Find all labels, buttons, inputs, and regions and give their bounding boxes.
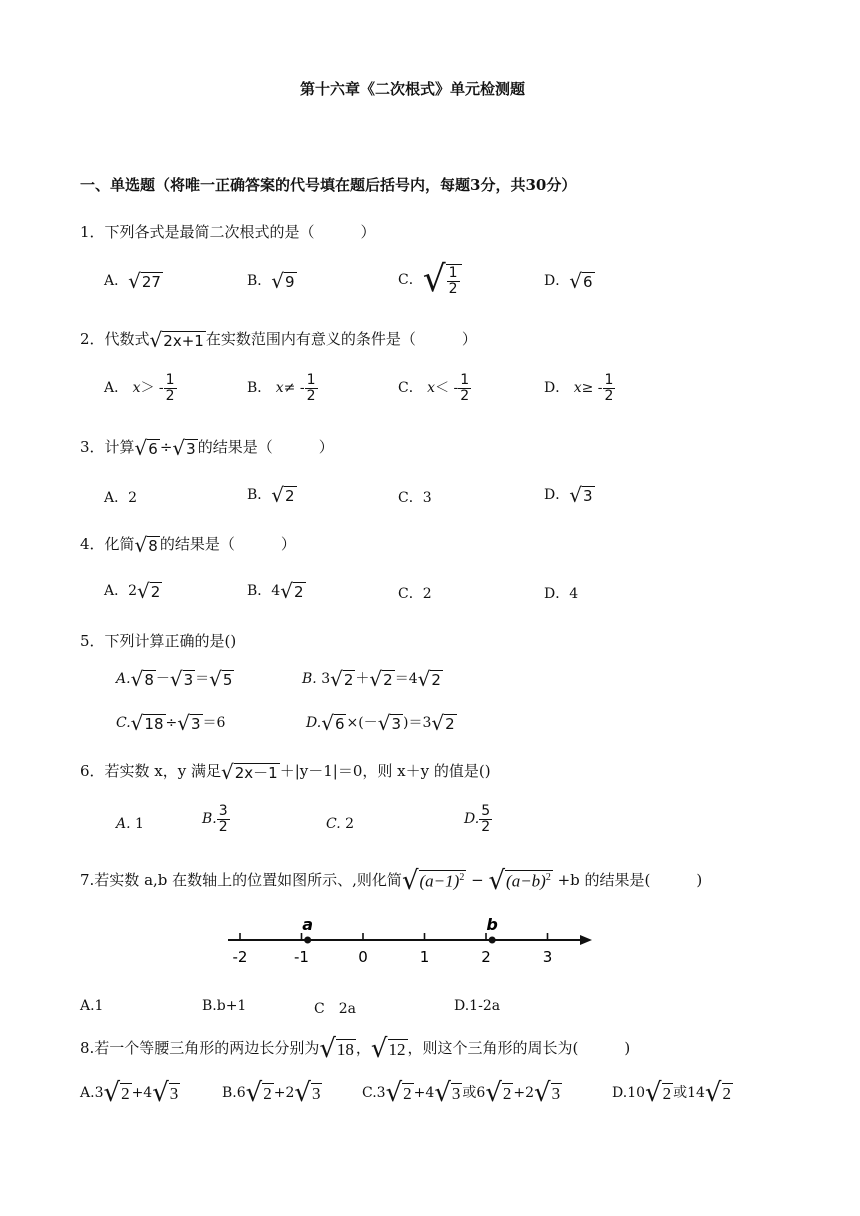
operator: ÷ — [159, 438, 173, 456]
radicand: 6 — [334, 714, 345, 733]
operator: ＋ — [355, 671, 370, 687]
coefficient: 10 — [627, 1085, 646, 1101]
option-label: B． — [247, 487, 272, 503]
radicand: 5 — [222, 670, 233, 689]
operator: +4 — [413, 1085, 435, 1101]
coefficient: 14 — [687, 1085, 705, 1101]
operator: +4 — [131, 1085, 153, 1101]
operator: +2 — [513, 1085, 535, 1101]
q4-option-c[interactable] — [398, 583, 432, 603]
fraction-numerator: 1 — [165, 372, 175, 388]
radicand: (a−1) — [419, 871, 460, 891]
option-label: B． — [247, 583, 272, 599]
option-label: A． — [104, 490, 129, 506]
q6-option-c[interactable] — [326, 816, 354, 832]
question-3: 3．计算√6 ÷√3 的结果是（ ） — [80, 436, 334, 460]
radicand: 6 — [148, 439, 158, 458]
q1-option-a[interactable]: A．√27 — [104, 269, 161, 293]
option-label: A． — [104, 583, 129, 599]
exponent: 2 — [459, 872, 465, 884]
separator: ， — [355, 1039, 371, 1057]
radicand: 6 — [582, 272, 593, 291]
radicand: 18 — [144, 714, 164, 733]
radicand: 2 — [293, 582, 304, 601]
radicand: 2x+1 — [163, 331, 204, 350]
section-heading: 一、单选题（将唯一正确答案的代号填在题后括号内，每题3分，共30分） — [80, 176, 577, 194]
question-1 — [80, 221, 376, 242]
radicand: 8 — [144, 670, 154, 689]
q1-option-b[interactable]: B．√9 — [247, 269, 295, 293]
radicand: 3 — [391, 714, 401, 733]
option-label: A. — [116, 671, 131, 687]
fraction-denominator: 2 — [448, 280, 458, 297]
radicand: 2 — [383, 670, 393, 689]
point-a-label: a — [302, 915, 314, 934]
radicand: 2 — [431, 670, 441, 689]
option-label: C. — [326, 816, 341, 832]
q2-option-b[interactable] — [247, 373, 318, 403]
q2-option-c[interactable] — [398, 373, 471, 403]
coefficient: 6 — [236, 1085, 246, 1101]
option-label: C. — [116, 715, 131, 731]
question-text: 8.若一个等腰三角形的两边长分别为 — [80, 1039, 320, 1057]
paren-close: ） — [318, 438, 334, 456]
radicand: 2 — [285, 486, 295, 505]
fraction-denominator: 2 — [165, 387, 175, 404]
option-value: 2 — [345, 816, 355, 832]
fraction-numerator: 1 — [306, 372, 316, 388]
radicand: 2 — [445, 714, 455, 733]
question-5: 5．下列计算正确的是() — [80, 632, 237, 650]
option-label: D． — [544, 487, 570, 503]
option-value: 1 — [135, 816, 144, 832]
operator: － — [155, 671, 170, 687]
radicand: 2 — [403, 1083, 412, 1103]
q5-option-d[interactable]: D.√6 ×(－√3 )＝3√2 — [306, 711, 455, 735]
radicand: 2 — [263, 1083, 272, 1103]
fraction-denominator: 2 — [306, 387, 316, 404]
relation: ≥ - — [581, 380, 603, 397]
radicand: 3 — [311, 1083, 321, 1103]
option-label: D. — [306, 715, 322, 731]
option-value: 2 — [128, 490, 138, 506]
coefficient: 6 — [476, 1085, 486, 1101]
relation: ≠ - — [283, 380, 305, 397]
q5-option-b[interactable]: B. 3√2 ＋√2 ＝4√2 — [302, 667, 441, 691]
q4-option-a[interactable]: A．2√2 — [104, 579, 161, 603]
option-label: D. — [464, 811, 480, 828]
radicand: 3 — [169, 1083, 179, 1103]
question-text: ＋|y－1|＝0，则 x＋y 的值是() — [279, 762, 491, 780]
paren-close: ) — [624, 1039, 631, 1057]
option-value: 2 — [422, 586, 432, 602]
tick-group — [233, 933, 553, 966]
radicand: 3 — [183, 670, 194, 689]
arrow-icon — [580, 935, 592, 945]
number-line — [220, 910, 600, 970]
operator: +2 — [273, 1085, 295, 1101]
operator: )＝3 — [402, 715, 432, 731]
q1-option-d[interactable]: D．√6 — [544, 269, 593, 293]
q2-option-d[interactable] — [544, 373, 615, 403]
point-a — [304, 937, 311, 944]
question-stem: 1．下列各式是最简二次根式的是（ — [80, 223, 315, 241]
coefficient: 3 — [94, 1085, 104, 1101]
option-label: A． — [104, 380, 129, 397]
option-label: C． — [398, 272, 423, 288]
q3-option-d[interactable]: D．√3 — [544, 483, 593, 507]
q8-option-d[interactable]: D.10√2 或14√2 — [612, 1078, 731, 1108]
q1-option-c[interactable]: C．√ $\frac{1}{2}$ — [398, 262, 462, 298]
radicand: 18 — [336, 1039, 354, 1059]
q8-option-b[interactable]: B.6√2 +2√3 — [222, 1078, 321, 1108]
option-label: B． — [247, 380, 272, 397]
question-2: 2．代数式√2x+1 在实数范围内有意义的条件是（ ） — [80, 328, 477, 352]
option-label: D. — [612, 1085, 628, 1101]
option-label: C. — [362, 1085, 377, 1101]
q7-option-b[interactable]: B.b+1 — [202, 998, 247, 1014]
question-text: 7.若实数 a,b 在数轴上的位置如图所示、,则化简 — [80, 871, 402, 889]
radicand: 3 — [551, 1083, 561, 1103]
question-4: 4．化简√8 的结果是（ ） — [80, 533, 296, 557]
tick-label: 0 — [358, 948, 368, 966]
page-title: 第十六章《二次根式》单元检测题 — [300, 80, 526, 98]
radicand: 2 — [722, 1083, 731, 1103]
question-text: 的结果是（ — [197, 438, 273, 456]
radicand: 2 — [343, 670, 354, 689]
tick-label: 1 — [419, 948, 430, 966]
question-text: 4．化简 — [80, 535, 135, 553]
fraction-denominator: 2 — [460, 387, 470, 404]
conjunction: 或 — [673, 1085, 688, 1101]
fraction-numerator: 3 — [218, 803, 228, 819]
paren-close: ） — [280, 535, 296, 553]
operator: − — [471, 871, 484, 889]
operator: ＝ — [195, 671, 210, 687]
question-text: ，则这个三角形的周长为( — [407, 1039, 579, 1057]
question-8: 8.若一个等腰三角形的两边长分别为√18 ，√12 ，则这个三角形的周长为( ) — [80, 1034, 631, 1064]
question-text: 在实数范围内有意义的条件是（ — [205, 330, 416, 348]
fraction-numerator: 1 — [448, 264, 458, 281]
q3-option-b[interactable]: B．√2 — [247, 483, 295, 507]
q4-option-d[interactable] — [544, 583, 578, 603]
option-value: 4 — [569, 586, 579, 602]
q3-option-a[interactable] — [104, 487, 137, 507]
q8-option-c[interactable]: C.3√2 +4√3 或6√2 +2√3 — [362, 1078, 561, 1108]
fraction-denominator: 2 — [218, 818, 228, 835]
q6-option-a[interactable] — [116, 816, 144, 832]
option-label: D． — [544, 586, 570, 602]
option-label: B. — [302, 671, 317, 687]
radicand: 2 — [121, 1083, 130, 1103]
option-label: C． — [398, 380, 423, 397]
radicand: 9 — [285, 272, 295, 291]
variable: x — [573, 380, 582, 397]
q7-option-c[interactable]: C 2a — [314, 1001, 356, 1017]
question-text: 3．计算 — [80, 438, 135, 456]
point-b — [489, 937, 496, 944]
tick-label: 2 — [481, 948, 491, 966]
option-label: D． — [544, 273, 570, 289]
coefficient: 2 — [128, 583, 138, 599]
q4-option-b[interactable]: B．4√2 — [247, 579, 304, 603]
variable: x — [275, 380, 284, 397]
fraction-numerator: 1 — [604, 372, 614, 388]
q2-option-a[interactable] — [104, 373, 177, 403]
paren-close: ) — [696, 871, 703, 889]
option-label: C． — [398, 490, 423, 506]
q5-option-a[interactable]: A.√8 －√3 ＝√5 — [116, 667, 233, 691]
operator: ＝4 — [394, 671, 418, 687]
q6-option-d[interactable] — [464, 804, 492, 834]
relation: ＜ - — [435, 380, 459, 397]
question-7: 7.若实数 a,b 在数轴上的位置如图所示、,则化简$√(a-1)^2 - √(a-b)^2 +b$ 的结果是( ) — [80, 866, 703, 896]
q3-option-c[interactable] — [398, 487, 432, 507]
operator: ÷ — [165, 715, 178, 731]
q8-option-a[interactable]: A.3√2 +4√3 — [80, 1078, 179, 1108]
operator: ＝6 — [202, 715, 226, 731]
question-text: 6．若实数 x，y 满足 — [80, 762, 222, 780]
radicand: 2 — [502, 1083, 512, 1103]
fraction-denominator: 2 — [604, 387, 614, 404]
coefficient: 4 — [271, 583, 281, 599]
variable: x — [132, 380, 141, 397]
q6-option-b[interactable] — [202, 804, 230, 834]
tick-label: -2 — [232, 948, 248, 966]
point-b-label: b — [486, 915, 498, 934]
fraction-numerator: 1 — [460, 372, 470, 388]
tick-label: -1 — [294, 948, 309, 966]
coefficient: 3 — [376, 1085, 386, 1101]
radicand: 8 — [148, 536, 158, 555]
coefficient: 3 — [321, 671, 331, 687]
radicand: 2 — [662, 1083, 672, 1103]
radicand: 3 — [451, 1083, 461, 1103]
option-label: C． — [398, 586, 423, 602]
option-label: D． — [544, 380, 570, 397]
radicand: 2 — [150, 582, 161, 601]
question-text: 2．代数式 — [80, 330, 150, 348]
paren-close: ） — [360, 223, 376, 241]
variable: x — [427, 380, 436, 397]
relation: ＞ - — [140, 380, 164, 397]
question-text: 的结果是（ — [159, 535, 235, 553]
exponent: 2 — [545, 872, 551, 884]
option-label: A． — [104, 273, 129, 289]
conjunction: 或 — [462, 1085, 477, 1101]
q5-option-c[interactable]: C.√18 ÷√3 ＝6 — [116, 711, 226, 735]
question-6: 6．若实数 x，y 满足√2x－1 ＋|y－1|＝0，则 x＋y 的值是() — [80, 760, 491, 784]
option-label: B. — [222, 1085, 237, 1101]
q7-option-a[interactable]: A.1 — [80, 998, 104, 1014]
option-label: B. — [202, 811, 217, 828]
option-label: B． — [247, 273, 272, 289]
radicand: 3 — [191, 714, 201, 733]
radicand: 3 — [582, 486, 593, 505]
question-text: +b 的结果是( — [557, 871, 651, 889]
radicand: 2x－1 — [234, 763, 278, 782]
radicand: 12 — [388, 1039, 406, 1059]
operator: ×(－ — [346, 715, 378, 731]
q7-option-d[interactable]: D.1-2a — [454, 998, 501, 1014]
fraction-denominator: 2 — [481, 818, 491, 835]
radicand: (a−b) — [506, 871, 546, 891]
option-label: A. — [116, 816, 131, 832]
fraction-numerator: 5 — [481, 803, 491, 819]
paren-close: ） — [461, 330, 477, 348]
radicand: 27 — [141, 272, 161, 291]
tick-label: 3 — [542, 948, 553, 966]
option-label: A. — [80, 1085, 95, 1101]
radicand: 3 — [186, 439, 196, 458]
option-value: 3 — [422, 490, 432, 506]
